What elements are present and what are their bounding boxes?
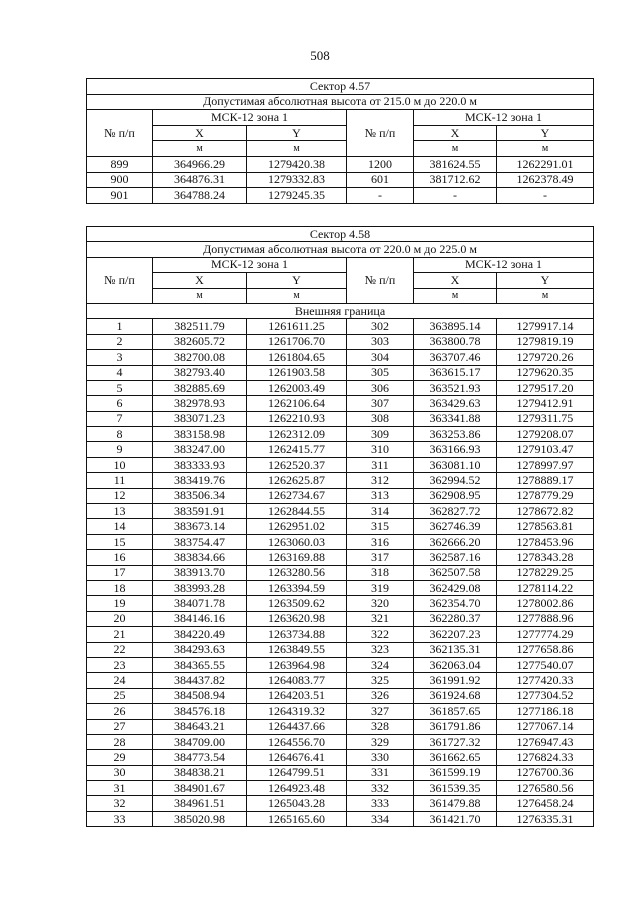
row-number-right: 1200 bbox=[347, 156, 414, 172]
x-header: X bbox=[153, 273, 247, 288]
x-value-left: 384709.00 bbox=[153, 734, 247, 749]
table-row bbox=[87, 734, 594, 749]
x-value-right: 361857.65 bbox=[414, 704, 497, 719]
row-number-header: № п/п bbox=[87, 110, 153, 157]
x-value-right: 362587.16 bbox=[414, 550, 497, 565]
x-value-right: 362135.31 bbox=[414, 642, 497, 657]
table-row bbox=[87, 657, 594, 672]
row-number-right: 320 bbox=[347, 596, 414, 611]
y-value-right: 1279103.47 bbox=[497, 442, 594, 457]
x-value-right: 361924.68 bbox=[414, 688, 497, 703]
header-row-zone bbox=[87, 110, 594, 126]
table-row bbox=[87, 188, 594, 204]
y-value-left: 1263060.03 bbox=[247, 534, 347, 549]
row-number-left: 1 bbox=[87, 319, 153, 334]
table-row bbox=[87, 719, 594, 734]
table-row bbox=[87, 611, 594, 626]
y-value-right: 1262378.49 bbox=[497, 172, 594, 188]
x-value-right: 362827.72 bbox=[414, 504, 497, 519]
x-value-left: 383834.66 bbox=[153, 550, 247, 565]
row-number-right: 314 bbox=[347, 504, 414, 519]
x-value-right: 361991.92 bbox=[414, 673, 497, 688]
row-number-right: 329 bbox=[347, 734, 414, 749]
row-number-right: 332 bbox=[347, 781, 414, 796]
table-row bbox=[87, 457, 594, 472]
row-number-left: 5 bbox=[87, 380, 153, 395]
x-value-left: 383993.28 bbox=[153, 580, 247, 595]
y-value-left: 1263509.62 bbox=[247, 596, 347, 611]
row-number-left: 3 bbox=[87, 350, 153, 365]
y-value-right: 1277658.86 bbox=[497, 642, 594, 657]
y-value-right: 1278997.97 bbox=[497, 457, 594, 472]
x-value-left: 364876.31 bbox=[153, 172, 247, 188]
table-row bbox=[87, 673, 594, 688]
y-value-right: 1276458.24 bbox=[497, 796, 594, 811]
x-value-right: - bbox=[414, 188, 497, 204]
row-number-right: 305 bbox=[347, 365, 414, 380]
x-value-right: 363253.86 bbox=[414, 427, 497, 442]
x-value-right: 362746.39 bbox=[414, 519, 497, 534]
y-value-left: 1264437.66 bbox=[247, 719, 347, 734]
row-number-left: 21 bbox=[87, 627, 153, 642]
row-number-right: 331 bbox=[347, 765, 414, 780]
x-value-left: 384508.94 bbox=[153, 688, 247, 703]
row-number-left: 18 bbox=[87, 580, 153, 595]
row-number-right: - bbox=[347, 188, 414, 204]
row-number-right: 323 bbox=[347, 642, 414, 657]
table-row bbox=[87, 411, 594, 426]
x-value-left: 382885.69 bbox=[153, 380, 247, 395]
sector-title-row bbox=[87, 227, 594, 242]
zone-header-right: МСК-12 зона 1 bbox=[414, 257, 594, 272]
x-value-right: 361539.35 bbox=[414, 781, 497, 796]
row-number-right: 307 bbox=[347, 396, 414, 411]
y-value-right: 1279208.07 bbox=[497, 427, 594, 442]
y-value-left: 1264203.51 bbox=[247, 688, 347, 703]
zone-header-left: МСК-12 зона 1 bbox=[153, 257, 347, 272]
x-value-left: 383419.76 bbox=[153, 473, 247, 488]
height-range: Допустимая абсолютная высота от 220.0 м до 225.0 м bbox=[87, 242, 594, 257]
row-number-left: 7 bbox=[87, 411, 153, 426]
x-header: X bbox=[414, 125, 497, 141]
x-value-right: 363895.14 bbox=[414, 319, 497, 334]
row-number-right: 302 bbox=[347, 319, 414, 334]
y-value-left: 1263169.88 bbox=[247, 550, 347, 565]
x-value-left: 382793.40 bbox=[153, 365, 247, 380]
x-value-left: 383333.93 bbox=[153, 457, 247, 472]
row-number-right: 328 bbox=[347, 719, 414, 734]
y-value-left: 1262415.77 bbox=[247, 442, 347, 457]
y-value-left: 1262625.87 bbox=[247, 473, 347, 488]
x-value-left: 384293.63 bbox=[153, 642, 247, 657]
x-value-right: 363615.17 bbox=[414, 365, 497, 380]
table-row bbox=[87, 396, 594, 411]
unit-label: м bbox=[153, 141, 247, 157]
x-value-right: 361599.19 bbox=[414, 765, 497, 780]
table-row bbox=[87, 334, 594, 349]
y-value-right: 1277304.52 bbox=[497, 688, 594, 703]
row-number-right: 304 bbox=[347, 350, 414, 365]
y-value-right: 1277186.18 bbox=[497, 704, 594, 719]
x-header: X bbox=[153, 125, 247, 141]
table-row bbox=[87, 488, 594, 503]
x-value-right: 362429.08 bbox=[414, 580, 497, 595]
row-number-right: 321 bbox=[347, 611, 414, 626]
row-number-left: 31 bbox=[87, 781, 153, 796]
y-value-left: 1262734.67 bbox=[247, 488, 347, 503]
row-number-left: 32 bbox=[87, 796, 153, 811]
table-row bbox=[87, 350, 594, 365]
x-value-right: 362994.52 bbox=[414, 473, 497, 488]
row-number-right: 601 bbox=[347, 172, 414, 188]
x-value-left: 364788.24 bbox=[153, 188, 247, 204]
header-row-units bbox=[87, 141, 594, 157]
x-value-left: 383071.23 bbox=[153, 411, 247, 426]
x-value-right: 362063.04 bbox=[414, 657, 497, 672]
y-value-right: - bbox=[497, 188, 594, 204]
y-value-right: 1277888.96 bbox=[497, 611, 594, 626]
row-number-left: 9 bbox=[87, 442, 153, 457]
height-range: Допустимая абсолютная высота от 215.0 м до 220.0 м bbox=[87, 94, 594, 110]
row-number-left: 22 bbox=[87, 642, 153, 657]
table-row bbox=[87, 642, 594, 657]
unit-label: м bbox=[247, 288, 347, 303]
x-value-left: 384901.67 bbox=[153, 781, 247, 796]
sector-4-58-table bbox=[86, 226, 594, 827]
y-value-left: 1265165.60 bbox=[247, 811, 347, 826]
header-row-zone bbox=[87, 257, 594, 272]
x-value-left: 384365.55 bbox=[153, 657, 247, 672]
table-row bbox=[87, 534, 594, 549]
row-number-left: 16 bbox=[87, 550, 153, 565]
boundary-label: Внешняя граница bbox=[87, 303, 594, 318]
y-value-left: 1263620.98 bbox=[247, 611, 347, 626]
row-number-left: 901 bbox=[87, 188, 153, 204]
x-value-right: 361662.65 bbox=[414, 750, 497, 765]
row-number-right: 317 bbox=[347, 550, 414, 565]
x-value-right: 362507.58 bbox=[414, 565, 497, 580]
row-number-left: 20 bbox=[87, 611, 153, 626]
y-value-right: 1278672.82 bbox=[497, 504, 594, 519]
page-number: 508 bbox=[310, 48, 330, 63]
y-value-right: 1278343.28 bbox=[497, 550, 594, 565]
table-row bbox=[87, 627, 594, 642]
x-value-left: 384220.49 bbox=[153, 627, 247, 642]
row-number-left: 900 bbox=[87, 172, 153, 188]
y-value-left: 1279245.35 bbox=[247, 188, 347, 204]
y-value-right: 1279311.75 bbox=[497, 411, 594, 426]
y-value-right: 1277067.14 bbox=[497, 719, 594, 734]
row-number-right: 312 bbox=[347, 473, 414, 488]
table-row bbox=[87, 550, 594, 565]
y-value-right: 1276335.31 bbox=[497, 811, 594, 826]
row-number-left: 29 bbox=[87, 750, 153, 765]
x-value-left: 384838.21 bbox=[153, 765, 247, 780]
x-value-left: 382978.93 bbox=[153, 396, 247, 411]
table-row bbox=[87, 442, 594, 457]
row-number-right: 315 bbox=[347, 519, 414, 534]
unit-label: м bbox=[247, 141, 347, 157]
x-value-right: 363166.93 bbox=[414, 442, 497, 457]
row-number-right: 318 bbox=[347, 565, 414, 580]
y-value-left: 1262003.49 bbox=[247, 380, 347, 395]
x-value-left: 383591.91 bbox=[153, 504, 247, 519]
row-number-header: № п/п bbox=[87, 257, 153, 303]
x-value-right: 363707.46 bbox=[414, 350, 497, 365]
table-row bbox=[87, 781, 594, 796]
row-number-left: 13 bbox=[87, 504, 153, 519]
table-row bbox=[87, 380, 594, 395]
y-value-right: 1277540.07 bbox=[497, 657, 594, 672]
x-value-left: 384437.82 bbox=[153, 673, 247, 688]
table-row bbox=[87, 796, 594, 811]
table-row bbox=[87, 596, 594, 611]
row-number-right: 322 bbox=[347, 627, 414, 642]
row-number-header-right: № п/п bbox=[347, 110, 414, 157]
y-value-right: 1278889.17 bbox=[497, 473, 594, 488]
y-header: Y bbox=[247, 125, 347, 141]
x-value-right: 363429.63 bbox=[414, 396, 497, 411]
y-value-right: 1278114.22 bbox=[497, 580, 594, 595]
y-value-right: 1276700.36 bbox=[497, 765, 594, 780]
row-number-left: 6 bbox=[87, 396, 153, 411]
x-value-left: 384773.54 bbox=[153, 750, 247, 765]
unit-label: м bbox=[414, 288, 497, 303]
x-value-left: 384643.21 bbox=[153, 719, 247, 734]
unit-label: м bbox=[153, 288, 247, 303]
table-row bbox=[87, 156, 594, 172]
y-header: Y bbox=[247, 273, 347, 288]
x-value-right: 361727.32 bbox=[414, 734, 497, 749]
x-value-left: 384961.51 bbox=[153, 796, 247, 811]
row-number-left: 899 bbox=[87, 156, 153, 172]
y-value-left: 1263964.98 bbox=[247, 657, 347, 672]
x-value-right: 362908.95 bbox=[414, 488, 497, 503]
x-value-right: 362666.20 bbox=[414, 534, 497, 549]
row-number-left: 23 bbox=[87, 657, 153, 672]
row-number-left: 24 bbox=[87, 673, 153, 688]
table-row bbox=[87, 580, 594, 595]
y-value-right: 1279620.35 bbox=[497, 365, 594, 380]
x-value-right: 361479.88 bbox=[414, 796, 497, 811]
header-row-axes bbox=[87, 125, 594, 141]
row-number-right: 325 bbox=[347, 673, 414, 688]
table-row bbox=[87, 473, 594, 488]
y-value-left: 1263849.55 bbox=[247, 642, 347, 657]
y-value-left: 1262951.02 bbox=[247, 519, 347, 534]
row-number-left: 27 bbox=[87, 719, 153, 734]
row-number-left: 14 bbox=[87, 519, 153, 534]
y-value-right: 1276580.56 bbox=[497, 781, 594, 796]
table-row bbox=[87, 365, 594, 380]
unit-label: м bbox=[414, 141, 497, 157]
x-value-left: 383247.00 bbox=[153, 442, 247, 457]
y-value-right: 1277774.29 bbox=[497, 627, 594, 642]
row-number-left: 12 bbox=[87, 488, 153, 503]
row-number-left: 26 bbox=[87, 704, 153, 719]
row-number-right: 313 bbox=[347, 488, 414, 503]
table-row bbox=[87, 319, 594, 334]
sector-4-57-table bbox=[86, 78, 594, 204]
y-value-left: 1262844.55 bbox=[247, 504, 347, 519]
row-number-right: 309 bbox=[347, 427, 414, 442]
row-number-left: 17 bbox=[87, 565, 153, 580]
y-value-left: 1261611.25 bbox=[247, 319, 347, 334]
x-value-left: 385020.98 bbox=[153, 811, 247, 826]
boundary-row bbox=[87, 303, 594, 318]
row-number-left: 19 bbox=[87, 596, 153, 611]
row-number-right: 303 bbox=[347, 334, 414, 349]
row-number-right: 327 bbox=[347, 704, 414, 719]
x-header: X bbox=[414, 273, 497, 288]
x-value-left: 382605.72 bbox=[153, 334, 247, 349]
table-row bbox=[87, 750, 594, 765]
x-value-right: 362207.23 bbox=[414, 627, 497, 642]
sector-title: Сектор 4.58 bbox=[87, 227, 594, 242]
row-number-right: 306 bbox=[347, 380, 414, 395]
row-number-left: 2 bbox=[87, 334, 153, 349]
unit-label: м bbox=[497, 141, 594, 157]
y-value-right: 1278002.86 bbox=[497, 596, 594, 611]
sector-title-row bbox=[87, 79, 594, 95]
y-value-left: 1264923.48 bbox=[247, 781, 347, 796]
row-number-left: 33 bbox=[87, 811, 153, 826]
x-value-left: 383754.47 bbox=[153, 534, 247, 549]
y-value-left: 1264676.41 bbox=[247, 750, 347, 765]
row-number-left: 30 bbox=[87, 765, 153, 780]
y-value-right: 1279412.91 bbox=[497, 396, 594, 411]
y-value-left: 1261804.65 bbox=[247, 350, 347, 365]
y-value-right: 1279720.26 bbox=[497, 350, 594, 365]
y-value-left: 1261706.70 bbox=[247, 334, 347, 349]
y-value-right: 1278453.96 bbox=[497, 534, 594, 549]
height-range-row bbox=[87, 94, 594, 110]
y-header: Y bbox=[497, 125, 594, 141]
row-number-header-right: № п/п bbox=[347, 257, 414, 303]
row-number-left: 15 bbox=[87, 534, 153, 549]
unit-label: м bbox=[497, 288, 594, 303]
table-row bbox=[87, 704, 594, 719]
table-row bbox=[87, 172, 594, 188]
y-value-right: 1278563.81 bbox=[497, 519, 594, 534]
table-row bbox=[87, 688, 594, 703]
x-value-right: 381712.62 bbox=[414, 172, 497, 188]
y-value-left: 1279332.83 bbox=[247, 172, 347, 188]
row-number-right: 308 bbox=[347, 411, 414, 426]
y-value-left: 1279420.38 bbox=[247, 156, 347, 172]
y-value-right: 1276824.33 bbox=[497, 750, 594, 765]
y-value-left: 1263280.56 bbox=[247, 565, 347, 580]
row-number-left: 11 bbox=[87, 473, 153, 488]
y-value-left: 1263734.88 bbox=[247, 627, 347, 642]
row-number-left: 28 bbox=[87, 734, 153, 749]
header-row-units bbox=[87, 288, 594, 303]
row-number-right: 316 bbox=[347, 534, 414, 549]
row-number-left: 25 bbox=[87, 688, 153, 703]
x-value-right: 363521.93 bbox=[414, 380, 497, 395]
y-value-right: 1279917.14 bbox=[497, 319, 594, 334]
x-value-left: 364966.29 bbox=[153, 156, 247, 172]
table-row bbox=[87, 427, 594, 442]
y-value-left: 1262520.37 bbox=[247, 457, 347, 472]
x-value-right: 363800.78 bbox=[414, 334, 497, 349]
y-value-right: 1278779.29 bbox=[497, 488, 594, 503]
y-value-left: 1262312.09 bbox=[247, 427, 347, 442]
x-value-left: 382511.79 bbox=[153, 319, 247, 334]
y-header: Y bbox=[497, 273, 594, 288]
table-row bbox=[87, 565, 594, 580]
zone-header-left: МСК-12 зона 1 bbox=[153, 110, 347, 126]
row-number-left: 4 bbox=[87, 365, 153, 380]
y-value-left: 1262106.64 bbox=[247, 396, 347, 411]
y-value-right: 1278229.25 bbox=[497, 565, 594, 580]
x-value-left: 383158.98 bbox=[153, 427, 247, 442]
y-value-left: 1264556.70 bbox=[247, 734, 347, 749]
x-value-left: 383673.14 bbox=[153, 519, 247, 534]
y-value-left: 1261903.58 bbox=[247, 365, 347, 380]
y-value-left: 1263394.59 bbox=[247, 580, 347, 595]
x-value-left: 383913.70 bbox=[153, 565, 247, 580]
row-number-right: 324 bbox=[347, 657, 414, 672]
x-value-right: 362354.70 bbox=[414, 596, 497, 611]
table-row bbox=[87, 811, 594, 826]
row-number-right: 326 bbox=[347, 688, 414, 703]
table-row bbox=[87, 765, 594, 780]
y-value-right: 1279819.19 bbox=[497, 334, 594, 349]
row-number-right: 334 bbox=[347, 811, 414, 826]
row-number-right: 319 bbox=[347, 580, 414, 595]
row-number-left: 10 bbox=[87, 457, 153, 472]
y-value-right: 1276947.43 bbox=[497, 734, 594, 749]
y-value-left: 1265043.28 bbox=[247, 796, 347, 811]
row-number-right: 333 bbox=[347, 796, 414, 811]
y-value-left: 1264319.32 bbox=[247, 704, 347, 719]
y-value-right: 1262291.01 bbox=[497, 156, 594, 172]
y-value-right: 1277420.33 bbox=[497, 673, 594, 688]
sector-title: Сектор 4.57 bbox=[87, 79, 594, 95]
x-value-left: 384071.78 bbox=[153, 596, 247, 611]
x-value-left: 384146.16 bbox=[153, 611, 247, 626]
table-row bbox=[87, 519, 594, 534]
zone-header-right: МСК-12 зона 1 bbox=[414, 110, 594, 126]
x-value-left: 383506.34 bbox=[153, 488, 247, 503]
x-value-right: 361421.70 bbox=[414, 811, 497, 826]
row-number-left: 8 bbox=[87, 427, 153, 442]
table-row bbox=[87, 504, 594, 519]
row-number-right: 330 bbox=[347, 750, 414, 765]
x-value-right: 361791.86 bbox=[414, 719, 497, 734]
y-value-left: 1262210.93 bbox=[247, 411, 347, 426]
y-value-left: 1264083.77 bbox=[247, 673, 347, 688]
x-value-right: 363081.10 bbox=[414, 457, 497, 472]
x-value-left: 382700.08 bbox=[153, 350, 247, 365]
x-value-right: 381624.55 bbox=[414, 156, 497, 172]
x-value-right: 363341.88 bbox=[414, 411, 497, 426]
height-range-row bbox=[87, 242, 594, 257]
row-number-right: 311 bbox=[347, 457, 414, 472]
row-number-right: 310 bbox=[347, 442, 414, 457]
x-value-left: 384576.18 bbox=[153, 704, 247, 719]
x-value-right: 362280.37 bbox=[414, 611, 497, 626]
y-value-left: 1264799.51 bbox=[247, 765, 347, 780]
header-row-axes bbox=[87, 273, 594, 288]
y-value-right: 1279517.20 bbox=[497, 380, 594, 395]
